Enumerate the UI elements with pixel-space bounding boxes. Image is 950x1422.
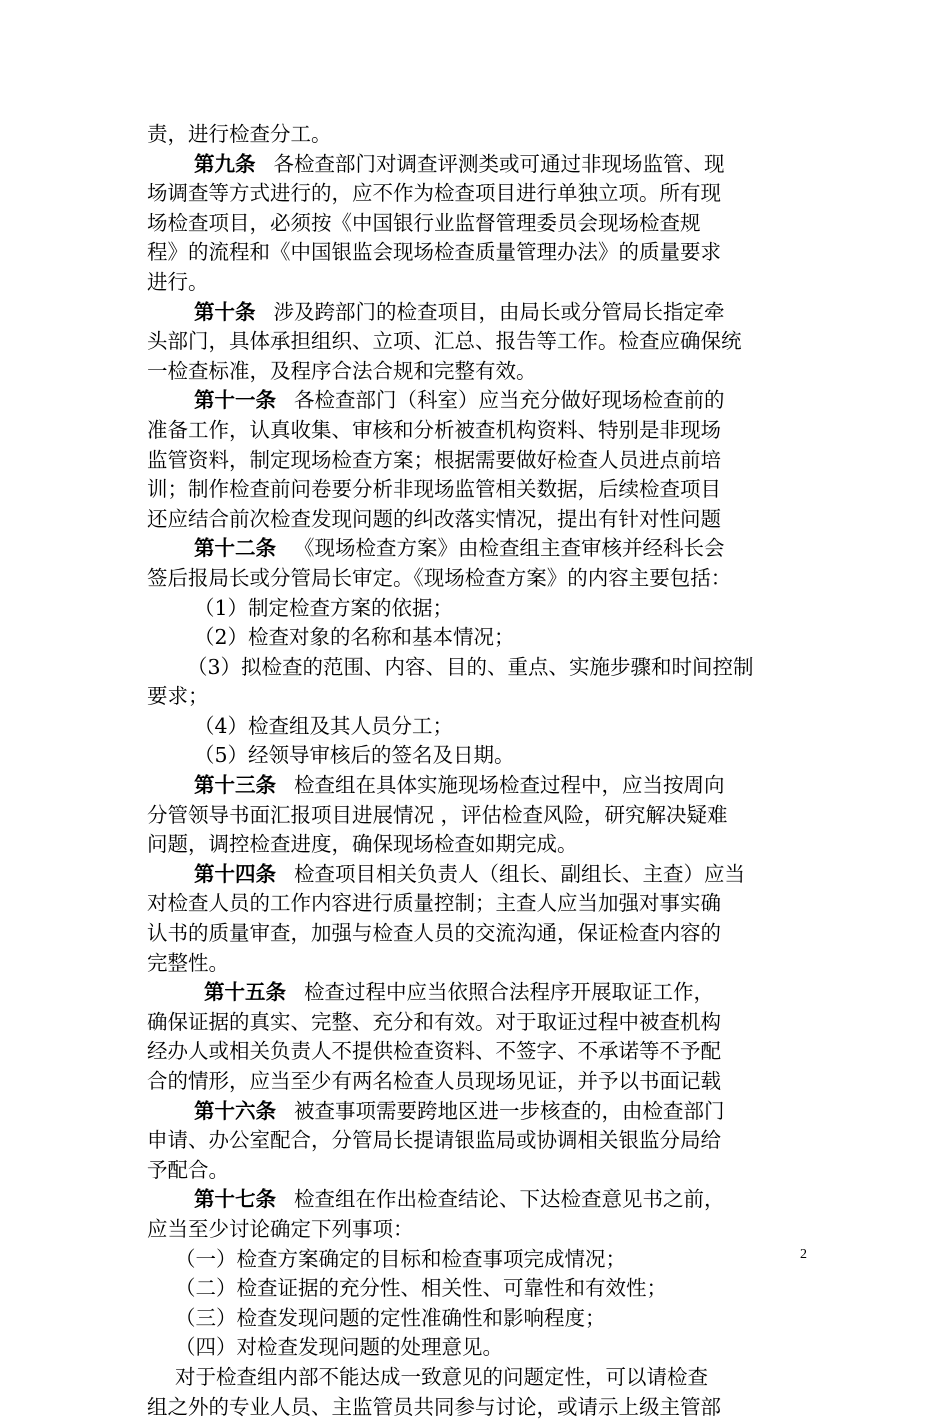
line-text: （一）检查方案确定的目标和检查事项完成情况；: [175, 1246, 626, 1271]
page-number: 2: [800, 1247, 807, 1262]
line-text: （4）检查组及其人员分工；: [194, 713, 454, 738]
body-text-line: [147, 830, 819, 860]
body-text-line: [147, 268, 819, 298]
line-text: 责，进行检查分工。: [147, 122, 332, 146]
body-text-line: [147, 1126, 819, 1156]
line-text: 认书的质量审查，加强与检查人员的交流沟通，保证检查内容的: [147, 921, 721, 946]
line-text: 程》的流程和《中国银监会现场检查质量管理办法》的质量要求: [147, 240, 721, 265]
line-text: 检查组在作出检查结论、下达检查意见书之前，: [294, 1187, 725, 1212]
body-text-line: [147, 919, 819, 949]
body-text-line: [147, 801, 819, 831]
line-text: （3）拟检查的范围、内容、目的、重点、实施步骤和时间控制: [187, 654, 754, 679]
line-text: 场调查等方式进行的，应不作为检查项目进行单独立项。所有现: [147, 181, 721, 206]
line-text: 涉及跨部门的检查项目，由局长或分管局长指定牵: [273, 299, 725, 324]
body-text-line: [147, 327, 819, 357]
line-text: 完整性。: [147, 950, 229, 975]
line-text: 要求；: [147, 684, 209, 709]
body-text-line: [147, 416, 819, 446]
body-text-line: [147, 1363, 819, 1393]
body-text-line: [147, 741, 819, 771]
line-text: 检查项目相关负责人（组长、副组长、主查）应当: [294, 861, 745, 886]
line-text: 组之外的专业人员、主监管员共同参与讨论，或请示上级主管部: [147, 1394, 721, 1419]
article-heading-line: [147, 978, 819, 1008]
body-text-line: [147, 623, 819, 653]
line-text: 合的情形，应当至少有两名检查人员现场见证，并予以书面记载: [147, 1069, 721, 1093]
line-text: 被查事项需要跨地区进一步核查的，由检查部门: [294, 1098, 725, 1123]
line-text: 分管领导书面汇报项目进展情况 ，评估检查风险，研究解决疑难: [147, 802, 728, 827]
body-text-line: [147, 238, 819, 268]
line-text: 检查过程中应当依照合法程序开展取证工作，: [304, 980, 714, 1005]
line-text: 检查组在具体实施现场检查过程中，应当按周向: [294, 773, 725, 798]
article-number: 第十二条: [194, 536, 276, 561]
line-text: 训；制作检查前问卷要分析非现场监管相关数据，后续检查项目: [147, 477, 721, 502]
article-heading-line: [147, 150, 819, 180]
body-text-line: [147, 1156, 819, 1186]
article-number: 第十六条: [194, 1098, 276, 1123]
line-text: （三）检查发现问题的定性准确性和影响程度；: [175, 1305, 606, 1330]
line-text: 准备工作，认真收集、审核和分析被查机构资料、特别是非现场: [147, 417, 721, 442]
article-number: 第九条: [194, 151, 256, 176]
line-text: 头部门，具体承担组织、立项、汇总、报告等工作。检查应确保统: [147, 329, 742, 354]
article-number: 第十七条: [194, 1187, 276, 1212]
article-heading-line: [147, 1185, 819, 1215]
line-text: 还应结合前次检查发现问题的纠改落实情况，提出有针对性问题: [147, 506, 721, 531]
body-text-line: [147, 120, 819, 150]
line-text: 申请、办公室配合，分管局长提请银监局或协调相关银监分局给: [147, 1128, 721, 1153]
article-heading-line: [147, 534, 819, 564]
body-text-line: [147, 682, 819, 712]
article-number: 第十五条: [204, 980, 286, 1005]
article-heading-line: [147, 386, 819, 416]
line-text: （5）经领导审核后的签名及日期。: [194, 743, 515, 768]
body-text-line: [147, 1037, 819, 1067]
line-text: 对检查人员的工作内容进行质量控制；主查人应当加强对事实确: [147, 891, 721, 916]
line-text: （1）制定检查方案的依据；: [194, 595, 454, 620]
body-text-line: [147, 446, 819, 476]
article-heading-line: [147, 771, 819, 801]
line-text: 进行。: [147, 269, 209, 294]
line-text: 应当至少讨论确定下列事项：: [147, 1216, 414, 1241]
line-text: （二）检查证据的充分性、相关性、可靠性和有效性；: [175, 1276, 667, 1301]
body-text-line: [147, 653, 819, 683]
body-text-line: [147, 1393, 819, 1422]
line-text: 一检查标准，及程序合法合规和完整有效。: [147, 358, 537, 383]
line-text: 签后报局长或分管局长审定。《现场检查方案》的内容主要包括：: [147, 565, 732, 590]
line-text: 各检查部门对调查评测类或可通过非现场监管、现: [273, 151, 725, 176]
article-number: 第十一条: [194, 388, 276, 413]
line-text: 予配合。: [147, 1157, 229, 1182]
article-number: 第十三条: [194, 773, 276, 798]
article-heading-line: [147, 298, 819, 328]
body-text-line: [147, 505, 819, 535]
body-text-line: [147, 594, 819, 624]
line-text: 确保证据的真实、完整、充分和有效。对于取证过程中被查机构: [147, 1009, 721, 1034]
article-number: 第十条: [194, 299, 256, 324]
line-text: 监管资料，制定现场检查方案；根据需要做好检查人员进点前培: [147, 447, 721, 472]
body-text-line: [147, 1333, 819, 1363]
line-text: （四）对检查发现问题的处理意见。: [175, 1335, 503, 1360]
line-text: 《现场检查方案》由检查组主查审核并经科长会: [294, 536, 725, 561]
body-text-line: [147, 357, 819, 387]
body-text-line: [147, 1067, 819, 1097]
line-text: （2）检查对象的名称和基本情况；: [194, 625, 515, 650]
body-text-line: [147, 1274, 819, 1304]
body-text-line: [147, 564, 819, 594]
body-text-line: [147, 889, 819, 919]
body-text-line: [147, 949, 819, 979]
article-heading-line: [147, 860, 819, 890]
line-text: 场检查项目，必须按《中国银行业监督管理委员会现场检查规: [147, 210, 701, 235]
body-text-line: [147, 1008, 819, 1038]
body-text-line: [147, 209, 819, 239]
body-text-line: [147, 1304, 819, 1334]
body-text-line: [147, 1215, 819, 1245]
document-body: [147, 120, 819, 1422]
body-text-line: [147, 712, 819, 742]
article-number: 第十四条: [194, 861, 276, 886]
line-text: 问题，调控检查进度，确保现场检查如期完成。: [147, 832, 578, 857]
line-text: 经办人或相关负责人不提供检查资料、不签字、不承诺等不予配: [147, 1039, 721, 1064]
line-text: 对于检查组内部不能达成一致意见的问题定性，可以请检查: [175, 1364, 708, 1389]
body-text-line: [147, 475, 819, 505]
body-text-line: [147, 1245, 819, 1275]
article-heading-line: [147, 1097, 819, 1127]
line-text: 各检查部门（科室）应当充分做好现场检查前的: [294, 388, 725, 413]
body-text-line: [147, 179, 819, 209]
